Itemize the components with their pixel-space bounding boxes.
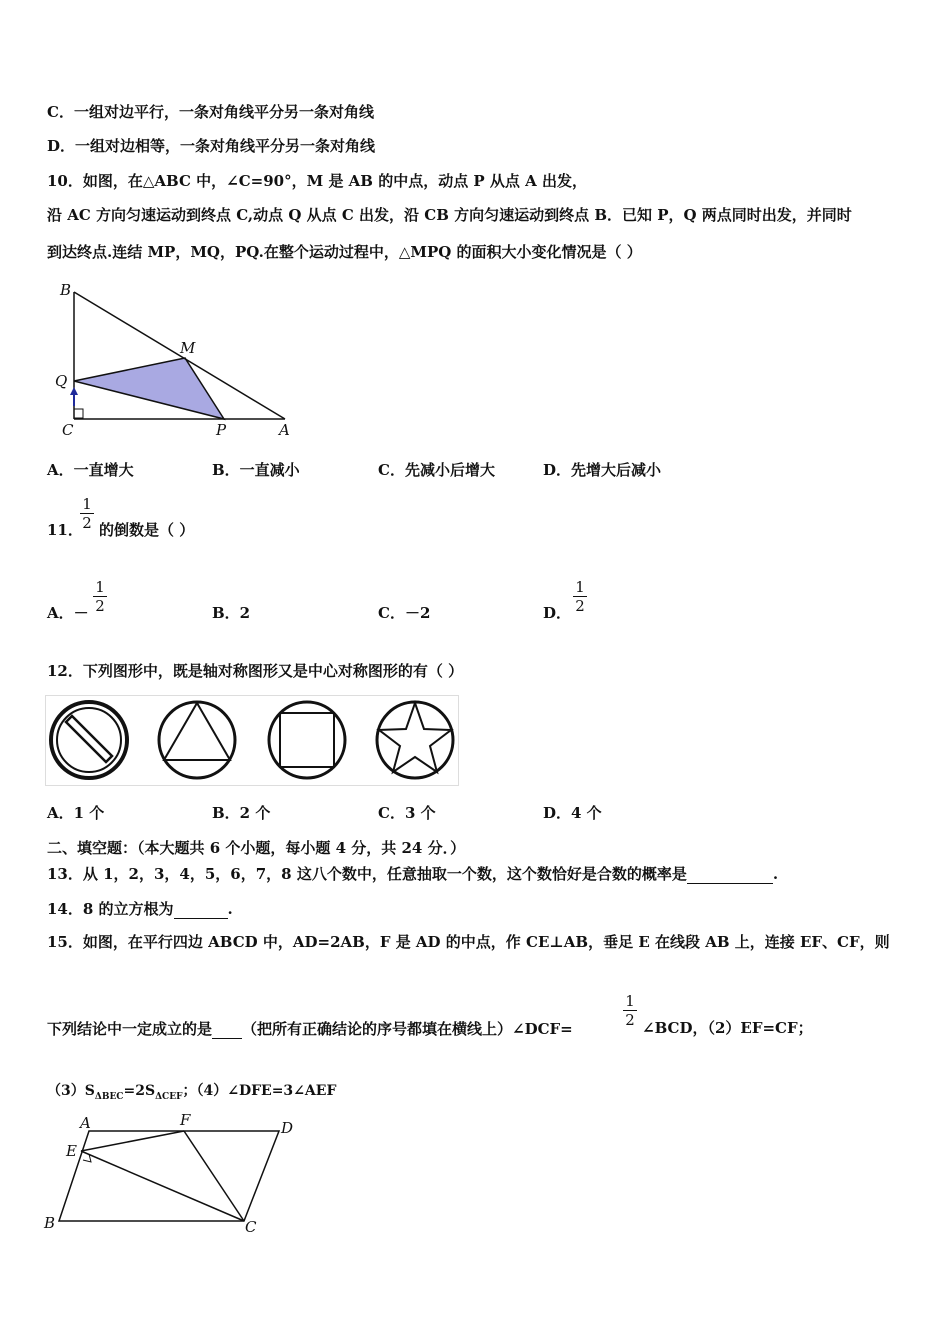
q15-line-1: 15．如图，在平行四边 ABCD 中，AD=2AB，F 是 AD 的中点，作 CE⊥AB，垂足 E 在线段 AB 上，连接 EF、CF，则 bbox=[47, 933, 890, 951]
q15-text-a: 下列结论中一定成立的是 bbox=[47, 1020, 213, 1038]
q14-answer-blank[interactable] bbox=[174, 898, 228, 919]
q15-text-b: （把所有正确结论的序号都填在横线上）∠DCF= bbox=[242, 1020, 573, 1038]
circle-with-square-shape bbox=[269, 702, 345, 778]
label-m: M bbox=[180, 339, 196, 357]
q11-option-a: A．－ bbox=[47, 604, 89, 622]
q10-line-1: 10．如图，在△ABC 中，∠C=90°，M 是 AB 的中点，动点 P 从点 A 出发， bbox=[47, 172, 588, 190]
fraction-numerator: 1 bbox=[82, 495, 92, 513]
fraction-denominator: 2 bbox=[623, 1010, 637, 1029]
label-a: A bbox=[279, 421, 290, 439]
q15-equals: =2S bbox=[123, 1083, 156, 1099]
q10-line-2: 沿 AC 方向匀速运动到终点 C,动点 Q 从点 C 出发，沿 CB 方向匀速运动到终点 B．已知 P，Q 两点同时出发，并同时 bbox=[47, 206, 852, 224]
fraction-denominator: 2 bbox=[80, 513, 94, 532]
q14-period: . bbox=[227, 900, 233, 918]
q10-option-a: A．一直增大 bbox=[47, 461, 134, 479]
q10-option-d: D．先增大后减小 bbox=[543, 461, 662, 479]
label-a: A bbox=[80, 1114, 91, 1132]
circle-with-slash-shape bbox=[51, 702, 127, 778]
q14-text: 14．8 的立方根为 bbox=[47, 900, 174, 918]
q15-sub-cef: ΔCEF bbox=[155, 1091, 183, 1102]
label-b: B bbox=[44, 1214, 56, 1232]
q11-number: 11． bbox=[47, 521, 83, 539]
q11-question: 的倒数是（ ） bbox=[99, 521, 195, 539]
q15-s-bec: （3）S bbox=[47, 1083, 95, 1099]
label-p: P bbox=[216, 421, 227, 439]
q15-fraction bbox=[623, 992, 637, 1029]
q9-option-c: C．一组对边平行，一条对角线平分另一条对角线 bbox=[47, 103, 374, 121]
q14-question bbox=[47, 898, 233, 919]
fraction-denominator: 2 bbox=[93, 596, 107, 615]
label-f: F bbox=[180, 1111, 191, 1129]
label-e: E bbox=[66, 1142, 77, 1160]
q12-shapes-figure bbox=[45, 695, 460, 787]
label-c: C bbox=[62, 421, 74, 439]
mpq-shaded-triangle bbox=[74, 358, 224, 419]
q12-option-c: C．3 个 bbox=[378, 804, 436, 822]
q10-option-b: B．一直减小 bbox=[212, 461, 300, 479]
label-d: D bbox=[281, 1119, 294, 1137]
fraction-numerator: 1 bbox=[95, 578, 105, 596]
q13-question bbox=[47, 863, 778, 884]
q11-option-b: B．2 bbox=[212, 604, 251, 622]
circle-with-triangle-shape bbox=[159, 702, 235, 778]
q11-option-d: D． bbox=[543, 604, 572, 622]
q13-period: . bbox=[772, 865, 779, 883]
q11-option-d-fraction bbox=[573, 578, 587, 615]
q15-item-4: ；（4）∠DFE=3∠AEF bbox=[182, 1083, 337, 1099]
q12-option-a: A．1 个 bbox=[47, 804, 105, 822]
fraction-numerator: 1 bbox=[575, 578, 585, 596]
q9-option-d: D．一组对边相等，一条对角线平分另一条对角线 bbox=[47, 137, 376, 155]
fraction-numerator: 1 bbox=[625, 992, 635, 1010]
q15-parallelogram-figure bbox=[40, 1110, 310, 1238]
fraction-denominator: 2 bbox=[573, 596, 587, 615]
q12-option-d: D．4 个 bbox=[543, 804, 602, 822]
q15-sub-bec: ΔBEC bbox=[94, 1091, 124, 1102]
q15-answer-blank[interactable] bbox=[212, 1018, 242, 1039]
label-q: Q bbox=[55, 372, 68, 390]
q10-option-c: C．先减小后增大 bbox=[378, 461, 495, 479]
q11-option-a-fraction bbox=[93, 578, 107, 615]
q15-line-2-end: ∠BCD，（2）EF=CF； bbox=[642, 1019, 813, 1037]
q15-line-3 bbox=[47, 1081, 336, 1107]
q15-line-2 bbox=[47, 1018, 573, 1039]
section-2-heading: 二、填空题：（本大题共 6 个小题，每小题 4 分，共 24 分．） bbox=[47, 839, 466, 857]
q10-triangle-figure bbox=[50, 278, 310, 443]
q11-option-c: C．－2 bbox=[378, 604, 431, 622]
q11-fraction bbox=[80, 495, 94, 532]
q12-option-b: B．2 个 bbox=[212, 804, 271, 822]
q13-text: 13．从 1，2，3，4，5，6，7，8 这八个数中，任意抽取一个数，这个数恰好是合数的概率是 bbox=[47, 865, 687, 883]
q13-answer-blank[interactable] bbox=[687, 863, 773, 884]
q10-line-3: 到达终点.连结 MP，MQ，PQ.在整个运动过程中，△MPQ 的面积大小变化情况是（ ） bbox=[47, 243, 642, 261]
label-b: B bbox=[60, 281, 72, 299]
q12-question: 12．下列图形中，既是轴对称图形又是中心对称图形的有（ ） bbox=[47, 662, 464, 680]
label-c: C bbox=[245, 1218, 257, 1236]
circle-with-star-shape bbox=[377, 702, 453, 778]
